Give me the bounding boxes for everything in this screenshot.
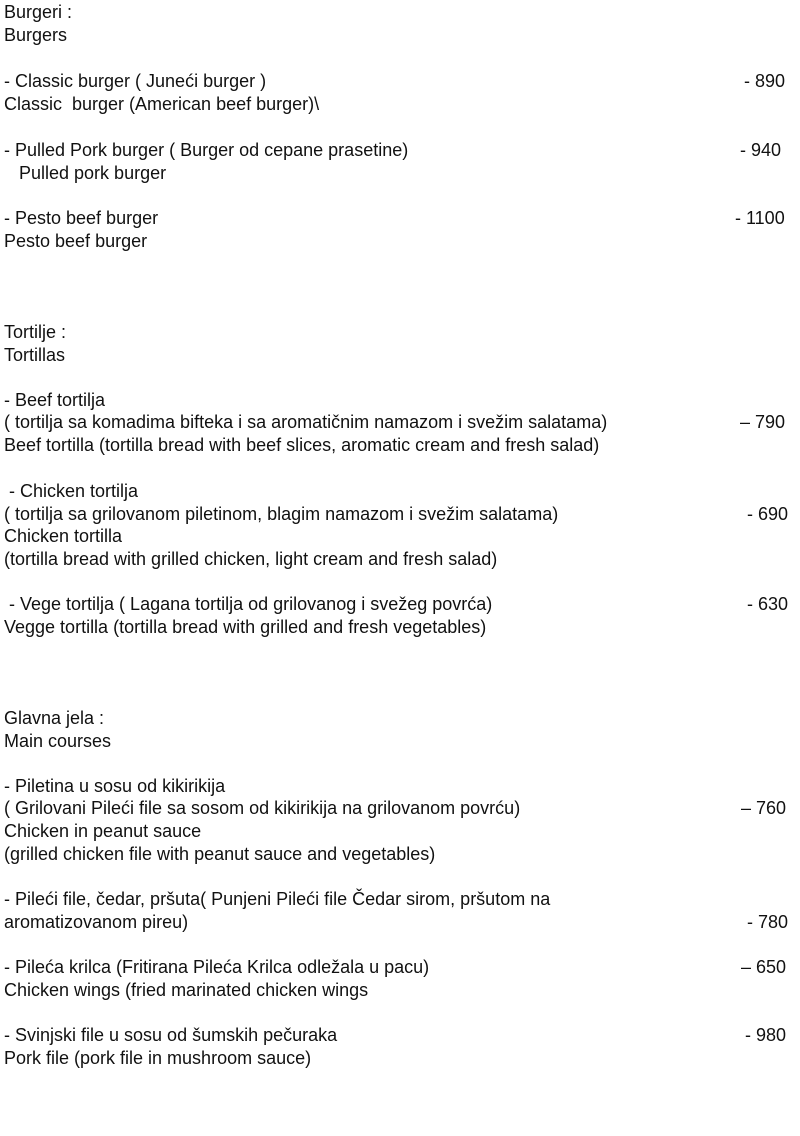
menu-item-translation: Chicken tortilla	[4, 526, 123, 546]
section-title-burgers-sr: Burgeri :	[4, 2, 73, 22]
menu-item-translation: Chicken wings (fried marinated chicken wings	[4, 980, 369, 1000]
menu-item-name: - Chicken tortilja	[4, 481, 139, 501]
menu-item-price: - 890	[744, 71, 786, 91]
menu-item-name: - Vege tortilja ( Lagana tortilja od grilovanog i svežeg povrća)	[4, 594, 493, 614]
menu-item-description: ( tortilja sa komadima bifteka i sa aromatičnim namazom i svežim salatama)	[4, 412, 608, 432]
section-title-tortillas-en: Tortillas	[4, 345, 66, 365]
menu-item-translation: Vegge tortilla (tortilla bread with grilled and fresh vegetables)	[4, 617, 487, 637]
section-title-tortillas-sr: Tortilje :	[4, 322, 67, 342]
menu-item-description: ( tortilja sa grilovanom piletinom, blagim namazom i svežim salatama)	[4, 504, 559, 524]
menu-item-translation-description: (grilled chicken file with peanut sauce and vegetables)	[4, 844, 436, 864]
menu-item-description: ( Grilovani Pileći file sa sosom od kikirikija na grilovanom povrću)	[4, 798, 521, 818]
menu-item-name: - Piletina u sosu od kikirikija	[4, 776, 226, 796]
menu-item-price: - 780	[747, 912, 789, 932]
menu-item-price: - 940	[740, 140, 782, 160]
menu-item-price: - 630	[747, 594, 789, 614]
menu-item-translation: Pulled pork burger	[4, 163, 167, 183]
menu-item-price: - 980	[745, 1025, 787, 1045]
menu-item-price: - 690	[747, 504, 789, 524]
section-title-main-sr: Glavna jela :	[4, 708, 105, 728]
menu-item-price: – 790	[740, 412, 786, 432]
menu-item-translation-description: (tortilla bread with grilled chicken, light cream and fresh salad)	[4, 549, 498, 569]
menu-item-name-continued: aromatizovanom pireu)	[4, 912, 189, 932]
menu-item-price: – 760	[741, 798, 787, 818]
menu-item-translation: Pork file (pork file in mushroom sauce)	[4, 1048, 312, 1068]
menu-item-name: - Svinjski file u sosu od šumskih pečuraka	[4, 1025, 338, 1045]
menu-item-name: - Pulled Pork burger ( Burger od cepane prasetine)	[4, 140, 409, 160]
menu-item-translation: Chicken in peanut sauce	[4, 821, 202, 841]
menu-item-name: - Classic burger ( Juneći burger )	[4, 71, 267, 91]
menu-item-name: - Beef tortilja	[4, 390, 106, 410]
section-title-main-en: Main courses	[4, 731, 112, 751]
menu-item-name: - Pileći file, čedar, pršuta( Punjeni Pileći file Čedar sirom, pršutom na	[4, 889, 551, 909]
menu-item-translation: Pesto beef burger	[4, 231, 148, 251]
menu-item-price: - 1100	[735, 208, 785, 228]
menu-item-translation: Classic burger (American beef burger)\	[4, 94, 320, 114]
menu-item-name: - Pileća krilca (Fritirana Pileća Krilca odležala u pacu)	[4, 957, 430, 977]
section-title-burgers-en: Burgers	[4, 25, 68, 45]
menu-item-translation: Beef tortilla (tortilla bread with beef slices, aromatic cream and fresh salad)	[4, 435, 600, 455]
menu-item-name: - Pesto beef burger	[4, 208, 159, 228]
menu-item-price: – 650	[741, 957, 787, 977]
